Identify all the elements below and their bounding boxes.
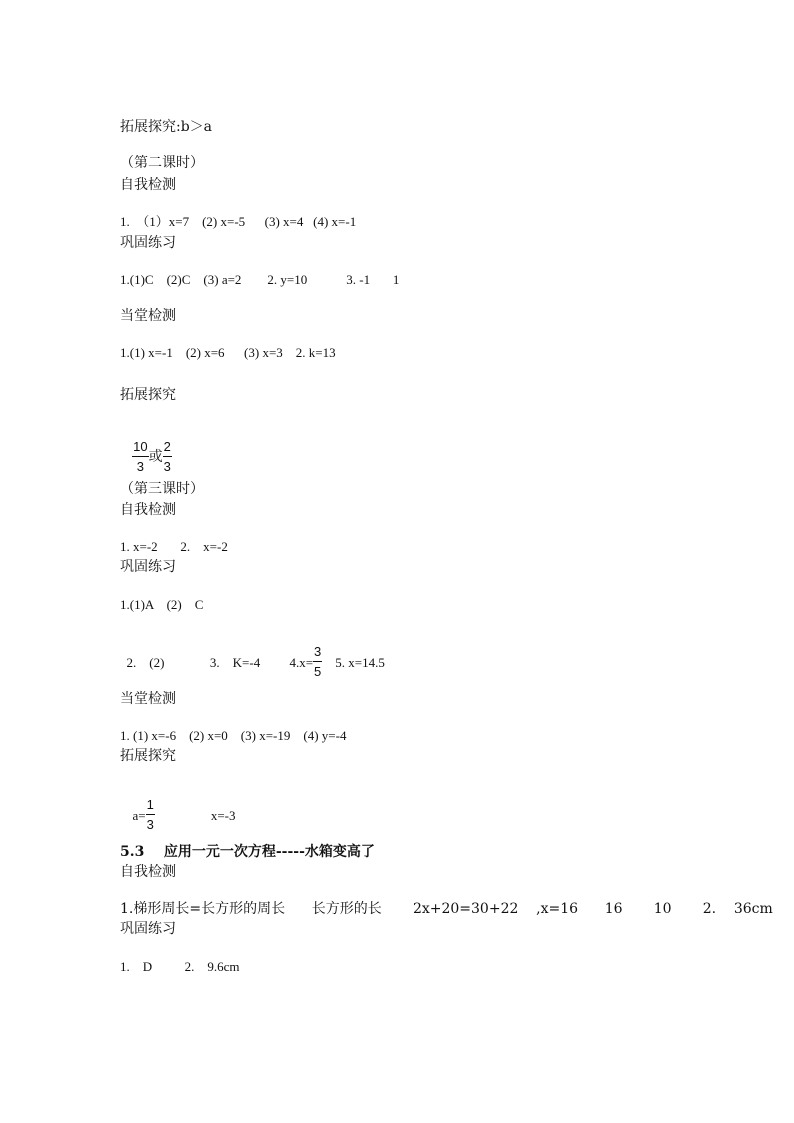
fraction-one-third: $\frac{1}{3}$	[146, 797, 154, 833]
fraction-three-fifths: $\frac{3}{5}$	[314, 644, 322, 680]
self-check-answers: 1. （1）x=7 (2) x=-5 (3) x=4 (4) x=-1	[120, 214, 357, 229]
extension-heading: 拓展探究	[120, 387, 176, 403]
class-check-answers-2: 1. (1) x=-6 (2) x=0 (3) x=-19 (4) y=-4	[120, 728, 347, 743]
class-check-heading: 当堂检测	[120, 308, 176, 324]
extension-fraction-answer: $\frac{10}{3}$ 或 $\frac{2}{3}$	[133, 439, 171, 475]
section-5-3-title: 5.3 应用一元一次方程-----水箱变高了	[120, 844, 375, 860]
class-check-answers: 1.(1) x=-1 (2) x=6 (3) x=3 2. k=13	[120, 345, 336, 360]
practice-answers: 1.(1)C (2)C (3) a=2 2. y=10 3. -1 1	[120, 272, 400, 287]
self-check-heading: 自我检测	[120, 177, 176, 193]
extension-answer-2: a= $\frac{1}{3}$ x=-3	[132, 797, 236, 833]
self-check-answers-2: 1. x=-2 2. x=-2	[120, 539, 228, 554]
practice-heading-2: 巩固练习	[120, 559, 176, 575]
practice-heading-3: 巩固练习	[120, 921, 176, 937]
lesson-3-heading: （第三课时）	[120, 481, 204, 497]
fraction-ten-thirds: $\frac{10}{3}$	[133, 439, 148, 475]
fraction-two-thirds: $\frac{2}{3}$	[163, 439, 171, 475]
lesson-2-heading: （第二课时）	[120, 155, 204, 171]
self-check-heading-3: 自我检测	[120, 864, 176, 880]
practice-answers-4: 1. D 2. 9.6cm	[120, 959, 240, 974]
practice-answers-3: 2. (2) 3. K=-4 4.x= $\frac{3}{5}$ 5. x=14.5	[126, 644, 385, 680]
self-check-heading-2: 自我检测	[120, 502, 176, 518]
self-check-answers-3: 1.梯形周长=长方形的周长 长方形的长 2x+20=30+22 ,x=16 16 10 2. 36cm	[120, 901, 773, 917]
extension-heading-2: 拓展探究	[120, 748, 176, 764]
class-check-heading-2: 当堂检测	[120, 691, 176, 707]
extension-answer-1: 拓展探究:b＞a	[120, 119, 213, 135]
practice-answers-2: 1.(1)A (2) C	[120, 597, 204, 612]
practice-heading: 巩固练习	[120, 235, 176, 251]
